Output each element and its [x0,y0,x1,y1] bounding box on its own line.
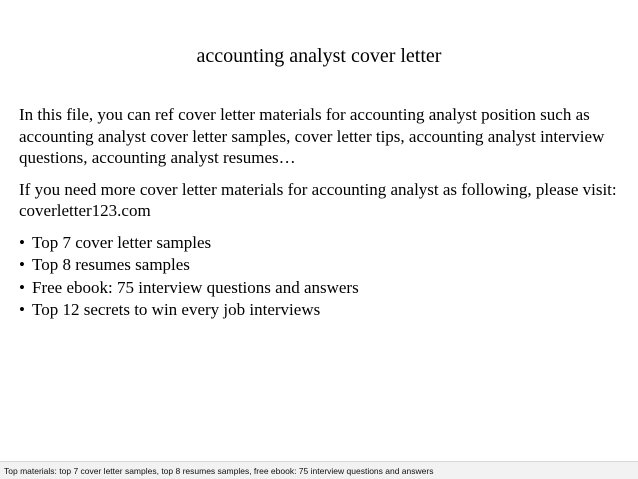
intro-paragraph: In this file, you can ref cover letter materials for accounting analyst position such as accounting analyst cover letter samples, cover letter tips, accounting analyst interview questions, accounting analyst resumes… [19,105,605,167]
footer-text: Top materials: top 7 cover letter samples, top 8 resumes samples, free ebook: 75 interview questions and answers [4,466,434,476]
slide-body [19,104,619,322]
list-item-text: Top 7 cover letter samples [32,232,212,252]
slide-title: accounting analyst cover letter [196,45,442,67]
bullet-icon: • [19,300,25,319]
bullet-icon: • [19,232,25,252]
list-item [19,277,619,299]
materials-list [19,232,619,321]
list-item-text: Top 8 resumes samples [32,255,190,274]
list-item [19,232,619,254]
list-item [19,254,619,276]
bullet-icon: • [19,277,25,297]
footer-bar [0,461,638,479]
bullet-icon: • [19,255,25,274]
list-item-text: Top 12 secrets to win every job interviews [32,300,321,319]
more-info-paragraph: If you need more cover letter materials for accounting analyst as following, please visit: coverletter123.com [19,179,617,220]
list-item [19,299,619,321]
list-item-text: Free ebook: 75 interview questions and answers [32,277,359,297]
